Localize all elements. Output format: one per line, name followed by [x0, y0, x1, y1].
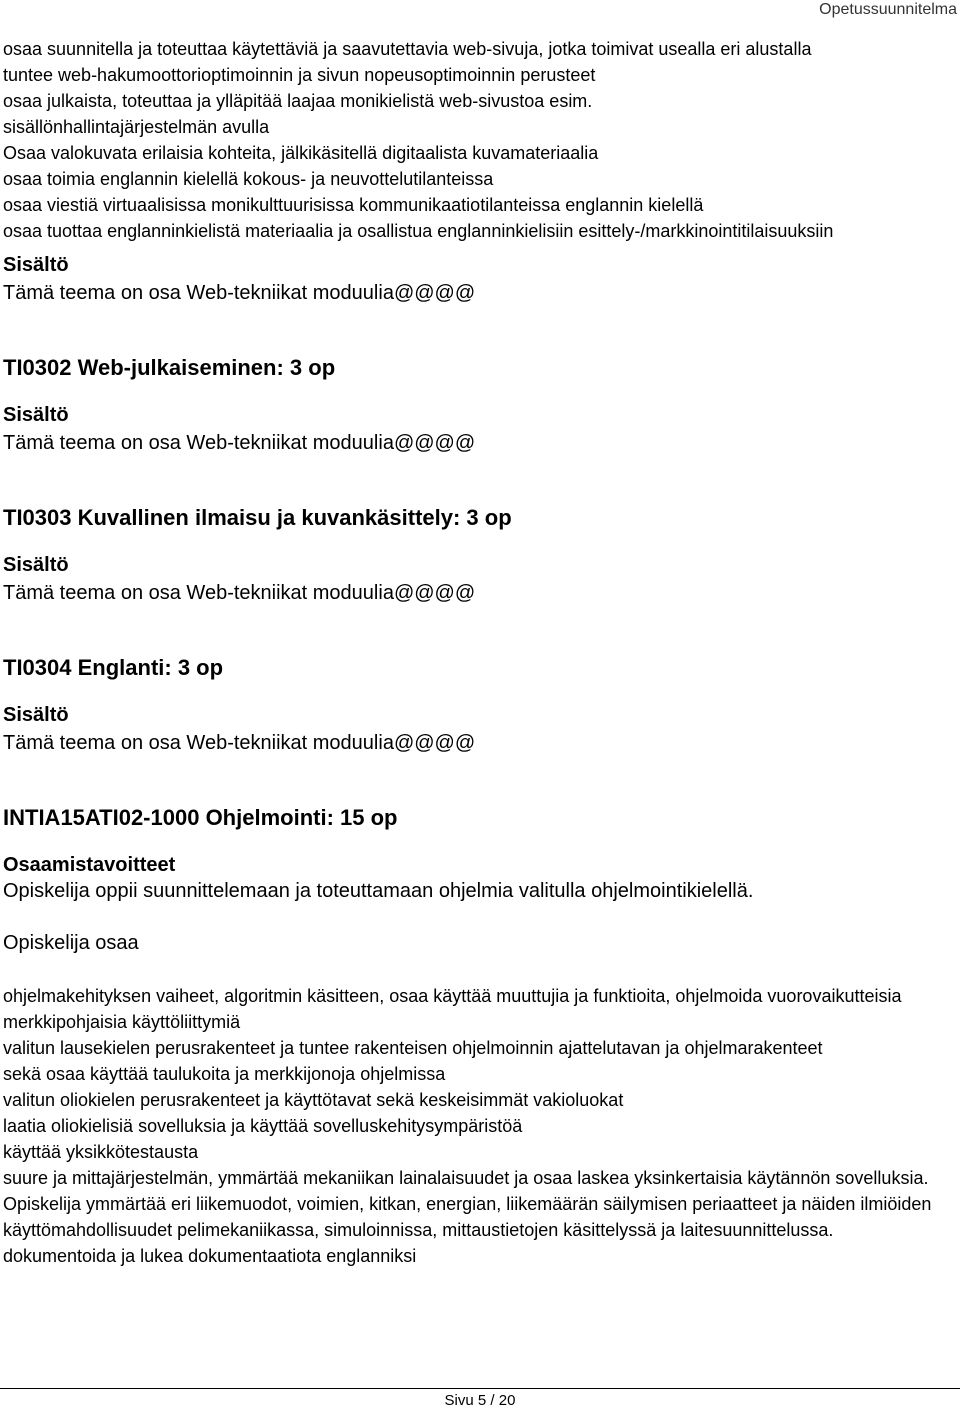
list-item: valitun oliokielen perusrakenteet ja käyttötavat sekä keskeisimmät vakioluokat	[3, 1090, 624, 1110]
learning-outcomes-list	[3, 36, 953, 244]
outcomes-label: Osaamistavoitteet	[3, 854, 176, 876]
list-item: osaa viestiä virtuaalisissa monikulttuurisissa kommunikaatiotilanteissa englannin kielellä	[3, 195, 704, 215]
skills-list	[3, 983, 953, 1269]
page-content	[3, 36, 953, 1269]
page-number: Sivu 5 / 20	[444, 1392, 516, 1409]
section-text: Tämä teema on osa Web-tekniikat moduulia@@@@	[3, 732, 476, 754]
skills-label: Opiskelija osaa	[3, 932, 139, 954]
section-title: TI0303 Kuvallinen ilmaisu ja kuvankäsittely: 3 op	[3, 505, 512, 530]
list-item: laatia oliokielisiä sovelluksia ja käyttää sovelluskehitysympäristöä	[3, 1116, 523, 1136]
footer-divider	[0, 1388, 960, 1389]
outcomes-text: Opiskelija oppii suunnittelemaan ja toteuttamaan ohjelmia valitulla ohjelmointikielellä.	[3, 880, 754, 902]
list-item: osaa tuottaa englanninkielistä materiaalia ja osallistua englanninkielisiin esittely-/markkinointitilaisuuksiin	[3, 221, 834, 241]
list-item: osaa suunnitella ja toteuttaa käytettäviä ja saavutettavia web-sivuja, jotka toimivat usealla eri alustalla	[3, 39, 812, 59]
section-label: Sisältö	[3, 554, 69, 576]
document-header-title: Opetussuunnitelma	[819, 1, 957, 18]
list-item: osaa julkaista, toteuttaa ja ylläpitää laajaa monikielistä web-sivustoa esim. sisällönhallintajärjestelmän avulla	[3, 91, 593, 137]
list-item: dokumentoida ja lukea dokumentaatiota englanniksi	[3, 1246, 417, 1266]
list-item: Osaa valokuvata erilaisia kohteita, jälkikäsitellä digitaalista kuvamateriaalia	[3, 143, 599, 163]
section-label: Sisältö	[3, 704, 69, 726]
section-title: TI0302 Web-julkaiseminen: 3 op	[3, 355, 336, 380]
list-item: käyttää yksikkötestausta	[3, 1142, 199, 1162]
list-item: ohjelmakehityksen vaiheet, algoritmin käsitteen, osaa käyttää muuttujia ja funktioita, ohjelmoida vuorovaikutteisia merkkipohjaisia käyttöliittymiä	[3, 986, 902, 1032]
section-text: Tämä teema on osa Web-tekniikat moduulia@@@@	[3, 582, 476, 604]
list-item: osaa toimia englannin kielellä kokous- ja neuvottelutilanteissa	[3, 169, 494, 189]
list-item: suure ja mittajärjestelmän, ymmärtää mekaniikan lainalaisuudet ja osaa laskea yksinkertaisia käytännön sovelluksia. Opiskelija ymmärtää eri liikemuodot, voimien, kitkan, energian, liikemäärän säilymisen periaatteet ja näiden ilmiöiden käyttömahdollisuudet pelimekaniikassa, simuloinnissa, mittaustietojen käsittelyssä ja laitesuunnittelussa.	[3, 1168, 932, 1240]
list-item: tuntee web-hakumoottorioptimoinnin ja sivun nopeusoptimoinnin perusteet	[3, 65, 596, 85]
section-label: Sisältö	[3, 404, 69, 426]
course-title: INTIA15ATI02-1000 Ohjelmointi: 15 op	[3, 805, 398, 830]
list-item: valitun lausekielen perusrakenteet ja tuntee rakenteisen ohjelmoinnin ajattelutavan ja ohjelmarakenteet sekä osaa käyttää taulukoita ja merkkijonoja ohjelmissa	[3, 1038, 823, 1084]
section-title: TI0304 Englanti: 3 op	[3, 655, 224, 680]
section-text: Tämä teema on osa Web-tekniikat moduulia@@@@	[3, 432, 476, 454]
section-label: Sisältö	[3, 254, 69, 276]
section-text: Tämä teema on osa Web-tekniikat moduulia@@@@	[3, 282, 476, 304]
